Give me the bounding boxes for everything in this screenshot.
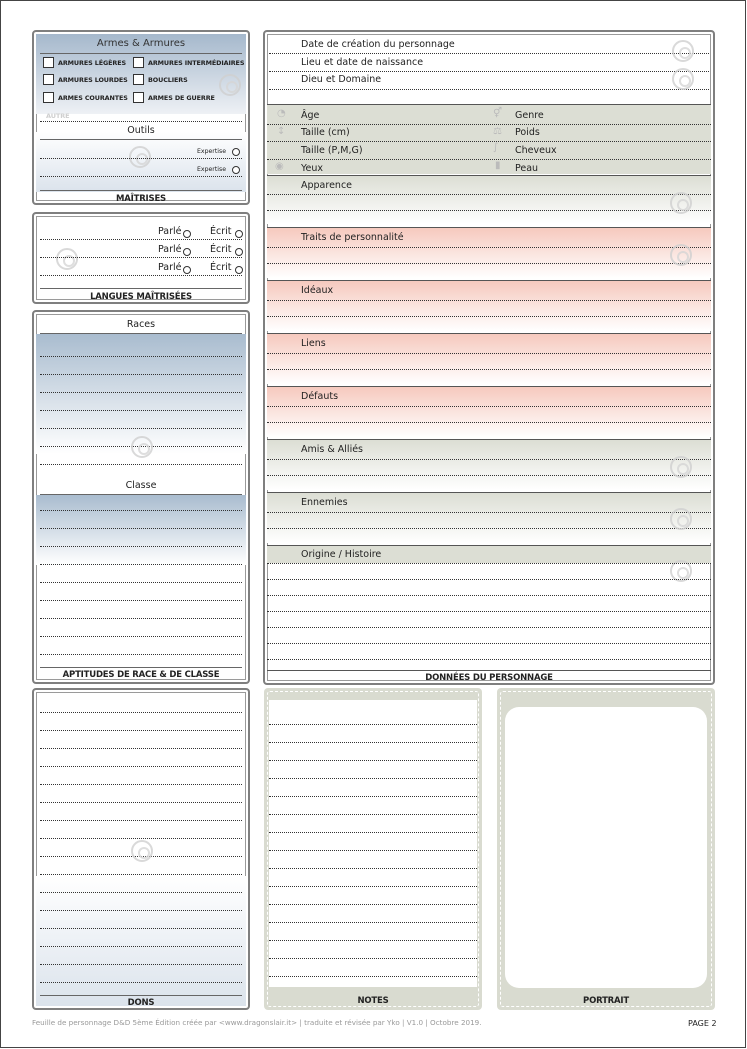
medium-armor-checkbox[interactable] [133, 57, 144, 68]
feat-rule[interactable] [40, 730, 242, 731]
age-icon: ◔ [277, 108, 286, 119]
race-emblem-icon [131, 436, 153, 458]
feat-rule[interactable] [40, 748, 242, 749]
feats-bottom-rule [40, 995, 242, 996]
language-rule-2[interactable] [40, 257, 242, 258]
ideals-label: Idéaux [301, 285, 334, 296]
feat-rule[interactable] [40, 928, 242, 929]
notes-line[interactable] [269, 832, 477, 833]
ideals-line[interactable] [267, 300, 711, 301]
character-bottom-rule [267, 670, 711, 671]
notes-line[interactable] [269, 868, 477, 869]
expertise-toggle-2[interactable] [232, 166, 240, 174]
expertise-label-2: Expertise [197, 166, 227, 173]
skin-label: Peau [515, 163, 539, 174]
notes-area[interactable] [269, 700, 477, 987]
notes-line[interactable] [269, 958, 477, 959]
stats-line-2[interactable] [267, 141, 711, 142]
shields-label: BOUCLIERS [148, 76, 188, 84]
stats-line-3[interactable] [267, 159, 711, 160]
martial-weapons-label: ARMES DE GUERRE [148, 94, 215, 102]
weight-label: Poids [515, 127, 540, 138]
allies-line[interactable] [267, 459, 711, 460]
notes-line[interactable] [269, 976, 477, 977]
feats-footer: DONS [127, 998, 155, 1008]
backstory-line[interactable] [267, 611, 711, 612]
notes-line[interactable] [269, 850, 477, 851]
bonds-band [267, 334, 711, 384]
heavy-armor-label: ARMURES LOURDES [58, 76, 128, 84]
heavy-armor-checkbox[interactable] [43, 74, 54, 85]
portrait-area[interactable] [505, 707, 707, 988]
feat-rule[interactable] [40, 946, 242, 947]
deity-line[interactable] [269, 89, 709, 90]
class-rule[interactable] [40, 528, 242, 529]
stats-line-1[interactable] [267, 124, 711, 125]
flaws-line[interactable] [267, 406, 711, 407]
enemies-icon [670, 508, 692, 530]
bonds-line[interactable] [267, 369, 711, 370]
written-label-2: Écrit [210, 244, 232, 255]
eyes-label: Yeux [301, 163, 324, 174]
notes-line[interactable] [269, 814, 477, 815]
traits-line[interactable] [267, 247, 711, 248]
deity-label: Dieu et Domaine [301, 74, 382, 85]
language-rule-1[interactable] [40, 239, 242, 240]
allies-line[interactable] [267, 475, 711, 476]
birthplace-label: Lieu et date de naissance [301, 57, 424, 68]
tools-rule-3[interactable] [40, 190, 242, 191]
feat-rule[interactable] [40, 766, 242, 767]
proficiencies-footer: MAÎTRISES [116, 194, 166, 204]
calendar-icon [672, 40, 694, 62]
feat-rule[interactable] [40, 838, 242, 839]
character-footer: DONNÉES DU PERSONNAGE [425, 673, 553, 683]
ideals-line[interactable] [267, 316, 711, 317]
feats-gradient [36, 876, 246, 1006]
traits-icon [670, 244, 692, 266]
feat-rule[interactable] [40, 820, 242, 821]
portrait-footer: PORTRAIT [583, 996, 629, 1006]
hair-label: Cheveux [515, 145, 557, 156]
gender-icon: ⚥ [493, 108, 503, 119]
page-number: PAGE 2 [688, 1019, 717, 1028]
race-rule[interactable] [40, 392, 242, 393]
backstory-line[interactable] [267, 627, 711, 628]
feat-rule[interactable] [40, 892, 242, 893]
backstory-line[interactable] [267, 659, 711, 660]
notes-line[interactable] [269, 742, 477, 743]
shields-checkbox[interactable] [133, 74, 144, 85]
notes-line[interactable] [269, 904, 477, 905]
bonds-line[interactable] [267, 353, 711, 354]
expertise-toggle-1[interactable] [232, 148, 240, 156]
portrait-panel [497, 688, 715, 1010]
tools-title: Outils [127, 125, 155, 136]
languages-footer: LANGUES MAÎTRISÉES [90, 292, 192, 302]
race-rule[interactable] [40, 356, 242, 357]
languages-panel [32, 212, 250, 304]
class-rule[interactable] [40, 510, 242, 511]
feats-panel [32, 688, 250, 1010]
allies-label: Amis & Alliés [301, 444, 364, 455]
gender-label: Genre [515, 110, 544, 121]
backstory-label: Origine / Histoire [301, 549, 382, 560]
backstory-line[interactable] [267, 595, 711, 596]
tools-rule-1[interactable] [40, 158, 242, 159]
appearance-line[interactable] [267, 210, 711, 211]
language-rule-3[interactable] [40, 275, 242, 276]
notes-line[interactable] [269, 760, 477, 761]
height-icon: ↕ [277, 126, 286, 137]
bonds-label: Liens [301, 338, 326, 349]
martial-weapons-checkbox[interactable] [133, 92, 144, 103]
simple-weapons-checkbox[interactable] [43, 92, 54, 103]
allies-icon [670, 456, 692, 478]
notes-line[interactable] [269, 796, 477, 797]
size-label: Taille (P,M,G) [301, 145, 363, 156]
ideals-band [267, 281, 711, 331]
written-label-3: Écrit [210, 262, 232, 273]
feat-rule[interactable] [40, 910, 242, 911]
appearance-mask-icon [670, 192, 692, 214]
backstory-line[interactable] [267, 643, 711, 644]
creation-date-label: Date de création du personnage [301, 39, 455, 50]
written-label-1: Écrit [210, 226, 232, 237]
feat-rule[interactable] [40, 802, 242, 803]
proficiencies-panel [32, 30, 250, 205]
class-rule[interactable] [40, 600, 242, 601]
sword-shield-icon [219, 74, 241, 96]
weight-icon: ⚖ [493, 126, 502, 137]
feat-rule[interactable] [40, 982, 242, 983]
class-rule[interactable] [40, 654, 242, 655]
language-scroll-icon [56, 248, 78, 270]
features-footer: APTITUDES DE RACE & DE CLASSE [62, 670, 220, 680]
class-rule[interactable] [40, 564, 242, 565]
race-rule[interactable] [40, 374, 242, 375]
feat-rule[interactable] [40, 964, 242, 965]
feat-rule[interactable] [40, 712, 242, 713]
notes-line[interactable] [269, 922, 477, 923]
spoken-label-2: Parlé [158, 244, 182, 255]
class-rule[interactable] [40, 636, 242, 637]
other-rule[interactable] [40, 121, 242, 122]
feat-rule[interactable] [40, 784, 242, 785]
written-toggle-1[interactable] [235, 230, 243, 238]
class-gradient [36, 495, 246, 565]
features-bottom-rule [40, 667, 242, 668]
other-label: AUTRE [46, 112, 70, 120]
flaws-line[interactable] [267, 422, 711, 423]
spoken-toggle-3[interactable] [183, 266, 191, 274]
spoken-toggle-1[interactable] [183, 230, 191, 238]
class-rule[interactable] [40, 618, 242, 619]
spoken-label-1: Parlé [158, 226, 182, 237]
simple-weapons-label: ARMES COURANTES [58, 94, 128, 102]
age-label: Âge [301, 110, 320, 121]
written-toggle-3[interactable] [235, 266, 243, 274]
race-rule[interactable] [40, 464, 242, 465]
backstory-line[interactable] [267, 579, 711, 580]
credits-footer: Feuille de personnage D&D 5ème Édition créée par <www.dragonslair.it> | traduite et révisée par Yko | V1.0 | Octobre 2019. [32, 1018, 482, 1027]
holy-symbol-icon [672, 68, 694, 90]
tools-rule-2[interactable] [40, 176, 242, 177]
light-armor-checkbox[interactable] [43, 57, 54, 68]
backstory-line[interactable] [267, 563, 711, 564]
tools-anvil-icon [129, 146, 151, 168]
enemies-line[interactable] [267, 528, 711, 529]
notes-footer: NOTES [357, 996, 389, 1006]
height-cm-label: Taille (cm) [301, 127, 350, 138]
class-rule[interactable] [40, 546, 242, 547]
expertise-label-1: Expertise [197, 148, 227, 155]
races-title: Races [126, 319, 156, 330]
tools-title-rule [40, 139, 242, 140]
eye-icon: ◉ [275, 161, 284, 172]
traits-label: Traits de personnalité [301, 232, 404, 243]
enemies-label: Ennemies [301, 497, 348, 508]
class-rule[interactable] [40, 582, 242, 583]
armes-armures-title: Armes & Armures [96, 38, 186, 49]
features-panel [32, 310, 250, 684]
hair-icon: ∫ [493, 142, 499, 153]
appearance-line[interactable] [267, 194, 711, 195]
title-rule [40, 53, 242, 54]
race-rule[interactable] [40, 428, 242, 429]
race-rule[interactable] [40, 410, 242, 411]
light-armor-label: ARMURES LÉGÈRES [58, 59, 126, 67]
notes-panel [264, 688, 482, 1010]
feat-rule[interactable] [40, 874, 242, 875]
language-rule-4[interactable] [40, 288, 242, 289]
notes-line[interactable] [269, 778, 477, 779]
notes-line[interactable] [269, 886, 477, 887]
spoken-label-3: Parlé [158, 262, 182, 273]
medium-armor-label: ARMURES INTERMÉDIAIRES [148, 59, 245, 67]
notes-line[interactable] [269, 940, 477, 941]
enemies-line[interactable] [267, 512, 711, 513]
appearance-label: Apparence [301, 180, 353, 191]
stats-band [267, 104, 711, 174]
feats-emblem-icon [131, 840, 153, 862]
birthplace-line[interactable] [269, 71, 709, 72]
notes-line[interactable] [269, 724, 477, 725]
class-title: Classe [125, 480, 157, 491]
character-panel [263, 30, 715, 685]
written-toggle-2[interactable] [235, 248, 243, 256]
flaws-label: Défauts [301, 391, 339, 402]
skin-icon: ▮ [495, 160, 501, 171]
spoken-toggle-2[interactable] [183, 248, 191, 256]
traits-line[interactable] [267, 263, 711, 264]
stats-top-rule [267, 104, 711, 105]
creation-date-line[interactable] [269, 53, 709, 54]
